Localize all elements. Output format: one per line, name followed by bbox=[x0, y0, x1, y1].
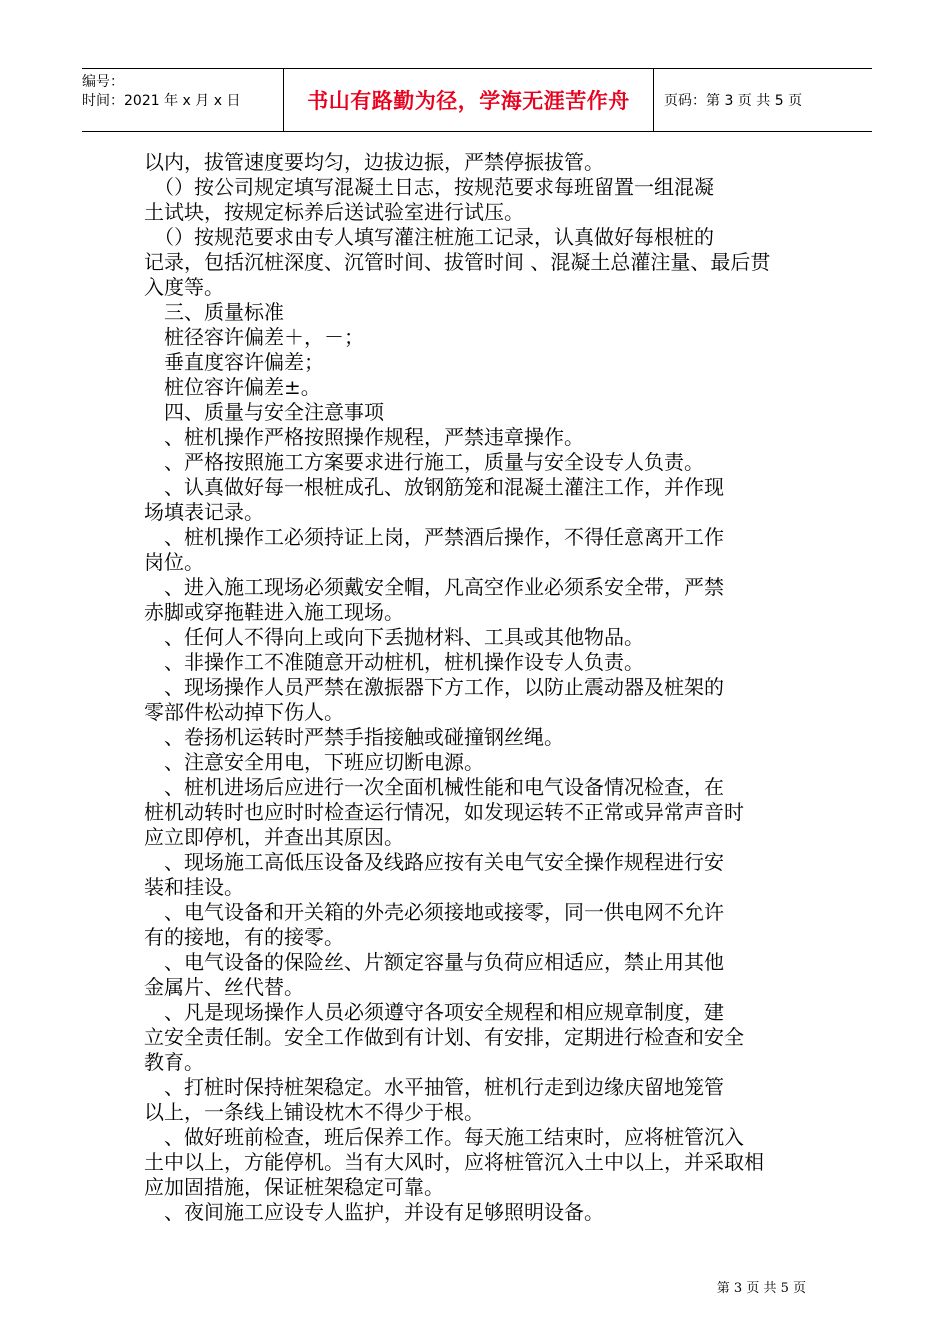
document-number-label: 编号： bbox=[82, 74, 124, 90]
header-motto: 书山有路勤为径，学海无涯苦作舟 bbox=[283, 69, 654, 131]
body-line: 、桩机操作严格按照操作规程，严禁违章操作。 bbox=[144, 425, 584, 449]
body-line: 、非操作工不准随意开动桩机，桩机操作设专人负责。 bbox=[144, 650, 644, 674]
body-line: 、现场施工高低压设备及线路应按有关电气安全操作规程进行安 bbox=[144, 850, 724, 874]
body-line: 土中以上，方能停机。当有大风时，应将桩管沉入土中以上，并采取相 bbox=[144, 1150, 764, 1174]
body-line: 教育。 bbox=[144, 1050, 204, 1074]
header-page-number: 页码：第 3 页 共 5 页 bbox=[664, 93, 803, 109]
page-header bbox=[82, 68, 872, 132]
document-date-label: 时间：2021 年 x 月 x 日 bbox=[82, 93, 241, 109]
body-line: 以内，拔管速度要均匀，边拔边振，严禁停振拔管。 bbox=[144, 150, 604, 174]
body-line: 场填表记录。 bbox=[144, 500, 264, 524]
body-line: 应加固措施，保证桩架稳定可靠。 bbox=[144, 1175, 444, 1199]
body-line: 、电气设备和开关箱的外壳必须接地或接零，同一供电网不允许 bbox=[144, 900, 724, 924]
body-line: 应立即停机，并查出其原因。 bbox=[144, 825, 404, 849]
body-line: 三、质量标准 bbox=[144, 300, 284, 324]
body-line: 装和挂设。 bbox=[144, 875, 244, 899]
body-line: 金属片、丝代替。 bbox=[144, 975, 304, 999]
body-line: 桩径容许偏差＋，－； bbox=[144, 325, 364, 349]
body-line: 立安全责任制。安全工作做到有计划、有安排，定期进行检查和安全 bbox=[144, 1025, 744, 1049]
body-line: 、桩机操作工必须持证上岗，严禁酒后操作，不得任意离开工作 bbox=[144, 525, 724, 549]
body-line: 、卷扬机运转时严禁手指接触或碰撞钢丝绳。 bbox=[144, 725, 564, 749]
body-line: 赤脚或穿拖鞋进入施工现场。 bbox=[144, 600, 404, 624]
body-line: 有的接地，有的接零。 bbox=[144, 925, 344, 949]
body-line: 记录，包括沉桩深度、沉管时间、拔管时间 、混凝土总灌注量、最后贯 bbox=[144, 250, 771, 274]
body-line: 、任何人不得向上或向下丢抛材料、工具或其他物品。 bbox=[144, 625, 644, 649]
document-body bbox=[144, 150, 810, 1225]
body-line: 桩位容许偏差±。 bbox=[144, 375, 321, 399]
body-line: 以上，一条线上铺设枕木不得少于根。 bbox=[144, 1100, 484, 1124]
body-line: （）按规范要求由专人填写灌注桩施工记录，认真做好每根桩的 bbox=[144, 225, 714, 249]
body-line: 、打桩时保持桩架稳定。水平抽管，桩机行走到边缘庆留地笼管 bbox=[144, 1075, 724, 1099]
body-line: 桩机动转时也应时时检查运行情况，如发现运转不正常或异常声音时 bbox=[144, 800, 744, 824]
body-line: 、严格按照施工方案要求进行施工，质量与安全设专人负责。 bbox=[144, 450, 704, 474]
body-line: 、做好班前检查，班后保养工作。每天施工结束时，应将桩管沉入 bbox=[144, 1125, 744, 1149]
footer-page-number: 第 3 页 共 5 页 bbox=[716, 1281, 806, 1296]
body-line: 入度等。 bbox=[144, 275, 224, 299]
body-line: 、注意安全用电，下班应切断电源。 bbox=[144, 750, 484, 774]
body-line: 土试块，按规定标养后送试验室进行试压。 bbox=[144, 200, 524, 224]
body-line: 、电气设备的保险丝、片额定容量与负荷应相适应，禁止用其他 bbox=[144, 950, 724, 974]
header-meta bbox=[82, 69, 283, 131]
body-line: 、桩机进场后应进行一次全面机械性能和电气设备情况检查，在 bbox=[144, 775, 724, 799]
body-line: 、夜间施工应设专人监护，并设有足够照明设备。 bbox=[144, 1200, 604, 1224]
body-line: 零部件松动掉下伤人。 bbox=[144, 700, 344, 724]
body-line: 垂直度容许偏差； bbox=[144, 350, 324, 374]
body-line: 、凡是现场操作人员必须遵守各项安全规程和相应规章制度，建 bbox=[144, 1000, 724, 1024]
body-line: 四、质量与安全注意事项 bbox=[144, 400, 384, 424]
body-line: （）按公司规定填写混凝土日志，按规范要求每班留置一组混凝 bbox=[144, 175, 714, 199]
body-line: 岗位。 bbox=[144, 550, 204, 574]
body-line: 、认真做好每一根桩成孔、放钢筋笼和混凝土灌注工作，并作现 bbox=[144, 475, 724, 499]
body-line: 、现场操作人员严禁在激振器下方工作，以防止震动器及桩架的 bbox=[144, 675, 724, 699]
body-line: 、进入施工现场必须戴安全帽，凡高空作业必须系安全带，严禁 bbox=[144, 575, 724, 599]
